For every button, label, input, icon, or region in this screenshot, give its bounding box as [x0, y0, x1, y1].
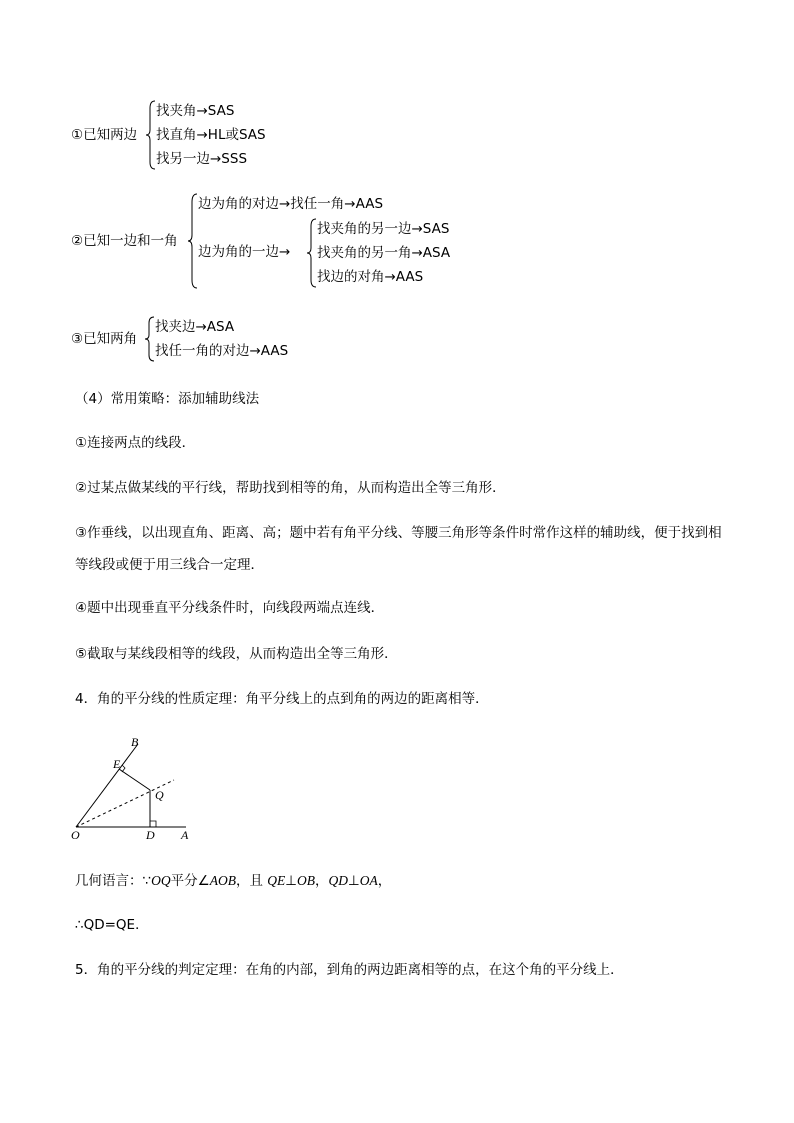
- right-angle-e: [122, 765, 125, 772]
- case2-sub-brace: [307, 218, 317, 288]
- geo-prefix: 几何语言：∵: [75, 873, 152, 889]
- strategy-step-2: ②过某点做某线的平行线，帮助找到相等的角，从而构造出全等三角形．: [75, 480, 506, 496]
- theorem-5: 5．角的平分线的判定定理：在角的内部，到角的两边距离相等的点，在这个角的平分线上．: [75, 962, 624, 978]
- case2-subitem-3: 找边的对角→AAS: [317, 269, 424, 285]
- case3-item-2: 找任一角的对边→AAS: [155, 343, 289, 359]
- case2-subitem-1: 找夹角的另一边→SAS: [317, 221, 450, 237]
- label-o: O: [71, 828, 80, 842]
- geo-perp-1: ⊥: [285, 873, 298, 889]
- label-e: E: [113, 757, 121, 771]
- theorem-4: 4．角的平分线的性质定理：角平分线上的点到角的两边的距离相等．: [75, 691, 489, 707]
- geo-qe: QE: [267, 873, 286, 888]
- case1-item-2: 找直角→HL或SAS: [156, 127, 266, 143]
- angle-bisector-figure: [66, 732, 196, 842]
- case2-brace: [188, 193, 198, 289]
- case2-item-2: 边为角的一边→: [198, 244, 291, 260]
- geo-oa: OA: [359, 873, 378, 888]
- geo-tail: ，: [377, 873, 392, 889]
- geo-qd: QD: [328, 873, 349, 888]
- strategy-heading: （4）常用策略：添加辅助线法: [75, 391, 260, 407]
- geo-and: ，且: [235, 873, 268, 889]
- ray-ob: [76, 744, 138, 827]
- label-b: B: [131, 735, 139, 749]
- segment-qe: [119, 769, 150, 790]
- case3-brace: [145, 316, 155, 362]
- geo-bisects: 平分∠: [170, 873, 210, 889]
- case1-brace: [146, 100, 156, 170]
- case3-label: ③已知两角: [71, 331, 138, 347]
- case2-item-1: 边为角的对边→找任一角→AAS: [198, 196, 384, 212]
- geo-perp-2: ⊥: [348, 873, 360, 889]
- geo-comma: ，: [315, 873, 329, 889]
- case1-item-3: 找另一边→SSS: [156, 151, 248, 167]
- strategy-step-3: ③作垂线，以出现直角、距离、高；题中若有角平分线、等腰三角形等条件时常作这样的辅助线，便于找到相等线段或便于用三线合一定理．: [75, 525, 722, 573]
- label-q: Q: [155, 788, 164, 802]
- geo-oq: OQ: [151, 873, 171, 888]
- geometric-language: [75, 872, 391, 890]
- right-angle-d: [150, 821, 156, 827]
- label-a: A: [181, 828, 189, 842]
- case1-label: ①已知两边: [71, 127, 138, 143]
- case2-label: ②已知一边和一角: [71, 233, 178, 249]
- geo-conclusion: ∴QD=QE．: [75, 917, 149, 933]
- case2-subitem-2: 找夹角的另一角→ASA: [317, 245, 451, 261]
- strategy-step-4: ④题中出现垂直平分线条件时，向线段两端点连线．: [75, 600, 385, 616]
- case3-item-1: 找夹边→ASA: [155, 319, 235, 335]
- label-d: D: [146, 828, 155, 842]
- case1-item-1: 找夹角→SAS: [156, 103, 235, 119]
- geo-ob: OB: [297, 873, 316, 888]
- strategy-step-1: ①连接两点的线段．: [75, 435, 196, 451]
- strategy-step-5: ⑤截取与某线段相等的线段，从而构造出全等三角形．: [75, 646, 398, 662]
- geo-aob: AOB: [209, 873, 236, 888]
